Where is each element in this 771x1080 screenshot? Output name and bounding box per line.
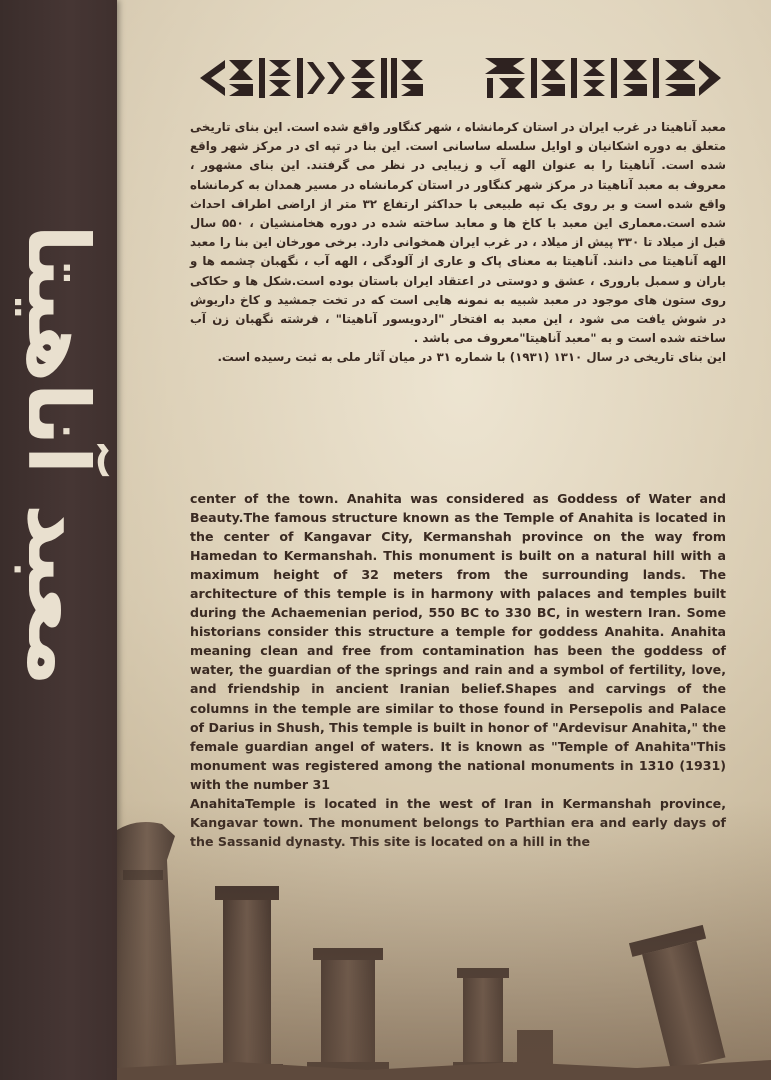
persian-paragraph-1: معبد آناهیتا در غرب ایران در استان کرمانشاه ، شهر کنگاور واقع شده است. این بنای تاریخی متعلق به دوره اشکانیان و اوایل سلسله ساسانی است. این بنا در تپه ای در مرکز شهر واقع شده است. آناهیتا را به عنوان الهه آب و زیبایی در نظر می گرفتند. این بنای مشهور ، معروف به معبد آناهیتا در مرکز شهر کنگاور در استان کرمانشاه در مسیر همدان به کرمانشاه واقع شده است و بر روی یک تپه طبیعی با حداکثر ارتفاع ۳۲ متر از اراضی اطراف احداث شده است.معماری این معبد با کاخ ها و معابد ساخته شده در دوره هخامنشیان ، ۵۵۰ سال قبل از میلاد تا ۳۳۰ پیش از میلاد ، در غرب ایران همخوانی دارد. برخی مورخان این بنا را معبد الهه آناهیتا می دانند. آناهیتا به معنای پاک و عاری از آلودگی ، الهه آب ، نگهبان چشمه ها و باران و سمبل باروری ، عشق و دوستی در اعتقاد ایران باستان بوده است.شکل ها و حکاکی روی ستون های موجود در معبد شبیه به نمونه هایی است که در تخت جمشید و کاخ داریوش در شوش یافت می شود ، این معبد به افتخار "اردویسور آناهیتا" ، فرشته نگهبان زن آب ساخته شده است و به "معبد آناهیتا"معروف می باشد . (190, 120, 727, 346)
english-description (190, 489, 726, 851)
persian-description (190, 118, 726, 368)
english-paragraph-1: center of the town. Anahita was considered as Goddess of Water and Beauty.The famous structure known as the Temple of Anahita is located in the center of Kangavar City, Kermanshah province on the way from Hamedan to Kermanshah. This monument is built on a natural hill with a maximum height of 32 meters from the surrounding lands. The architecture of this temple is in harmony with palaces and temples built during the Achaemenian period, 550 BC to 330 BC, in western Iran. Some historians consider this structure a temple for goddess Anahita. Anahita meaning clean and free from contamination has been the goddess of water, the guardian of the springs and rain and a symbol of fertility, love, and friendship in ancient Iranian belief.Shapes and carvings of the columns in the temple are similar to those found in Persepolis and Palace of Darius in Shush, This temple is built in honor of "Ardevisur Anahita," the female guardian angel of waters. It is known as "Temple of Anahita"This monument was registered among the national monuments in 1310 (1931) with the number 31 (190, 491, 726, 792)
persian-paragraph-2: این بنای تاریخی در سال ۱۳۱۰ (۱۹۳۱) با شماره ۳۱ در میان آثار ملی به ثبت رسیده است. (217, 350, 726, 365)
sidebar (0, 0, 117, 1080)
sidebar-title: معبد آناهیتا (9, 224, 107, 686)
temple-ruins-columns-icon (117, 800, 771, 1080)
cuneiform-inscription-icon (195, 50, 725, 105)
